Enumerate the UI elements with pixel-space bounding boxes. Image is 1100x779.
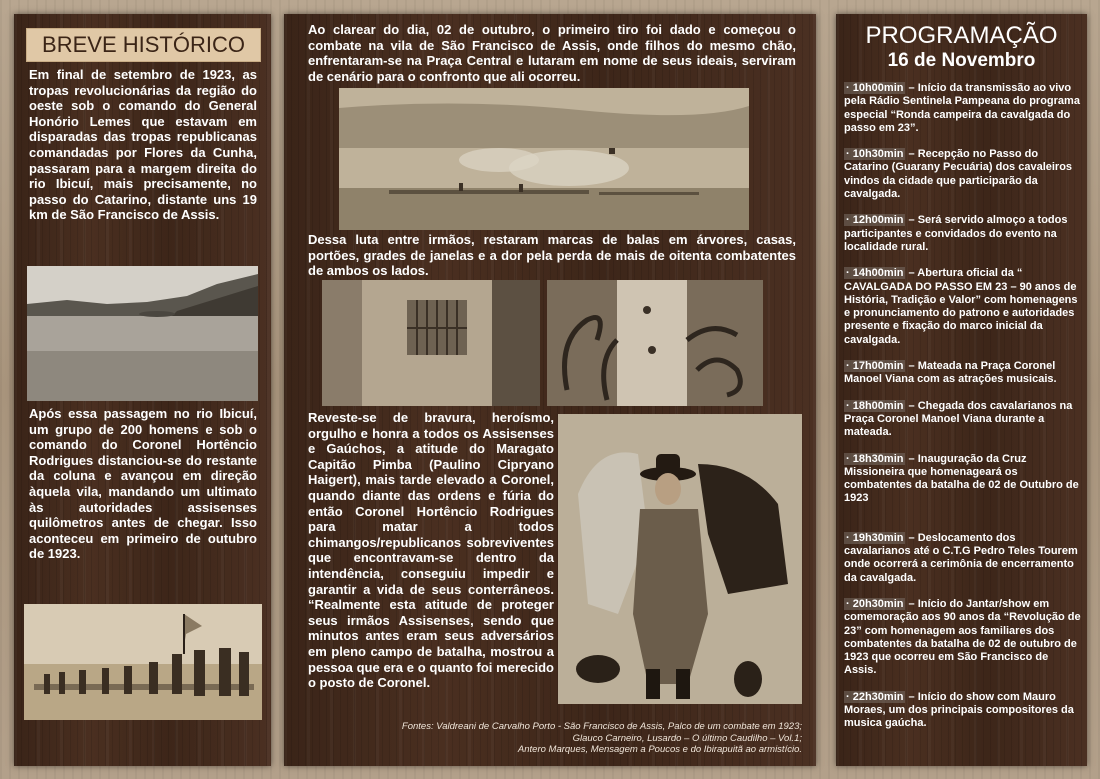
iron-gate-photo bbox=[547, 280, 763, 406]
program-description: – Mateada na Praça Coronel Manoel Viana com as atrações musicais. bbox=[844, 360, 1057, 386]
marks-paragraph: Dessa luta entre irmãos, restaram marcas de balas em árvores, casas, portões, grades de janelas e a dor pela perda de mais de oitenta combatentes de ambos os lados. bbox=[308, 232, 796, 279]
program-time: · 10h00min bbox=[846, 82, 904, 94]
river-photo bbox=[27, 266, 258, 401]
combat-paragraph: Ao clarear do dia, 02 de outubro, o primeiro tiro foi dado e começou o combate na vila de São Francisco de Assis, onde filhos do mesmo chão, enfrentaram-se na Praça Central e lutaram em nome de seus ideais, serviram de cenário para o confronto que ali ocorreu. bbox=[308, 22, 796, 84]
colonel-portrait-photo bbox=[558, 414, 802, 704]
program-description: – Chegada dos cavalarianos na Praça Coronel Manoel Viana durante a mateada. bbox=[844, 399, 1073, 439]
program-description: – Início do show com Mauro Moraes, um dos principais compositores da musica gaúcha. bbox=[844, 690, 1074, 730]
program-item bbox=[844, 532, 1082, 585]
section-title: BREVE HISTÓRICO bbox=[26, 28, 261, 62]
right-panel bbox=[836, 14, 1087, 766]
program-description: – Será servido almoço a todos participantes e convidados do evento na localidade rural. bbox=[844, 214, 1068, 253]
program-time: · 14h00min bbox=[846, 267, 904, 280]
program-time: · 18h00min bbox=[846, 399, 904, 412]
program-item bbox=[844, 148, 1082, 201]
program-description: – Inauguração da Cruz Missioneira que homenageará os combatentes da batalha de 02 de Outubro de 1923 bbox=[844, 452, 1079, 505]
program-description: – Deslocamento dos cavalarianos até o C.T.G Pedro Teles Tourem onde ocorrerá a cerimônia de encerramento da cavalgada. bbox=[844, 531, 1078, 584]
program-list bbox=[844, 82, 1082, 731]
program-item bbox=[844, 214, 1082, 254]
program-time: · 19h30min bbox=[846, 531, 904, 544]
program-description: – Início da transmissão ao vivo pela Rádio Sentinela Pampeana do programa especial “Ronda campeira da cavalgada do passo em 23”. bbox=[844, 82, 1080, 134]
program-item bbox=[844, 400, 1082, 440]
program-time: · 20h30min bbox=[846, 597, 904, 610]
source-line: Antero Marques, Mensagem a Poucos e do Ibirapuitã ao armistício. bbox=[517, 744, 802, 755]
program-time: · 12h00min bbox=[846, 214, 904, 227]
program-description: – Abertura oficial da “ CAVALGADA DO PASSO EM 23 – 90 anos de História, Tradição e Valor” com homenagens e pronunciamento do patrono e autoridades presente e fixação do marco inicial da cavalgada. bbox=[844, 267, 1078, 346]
program-description: – Recepção no Passo do Catarino (Guarany Pecuária) dos cavaleiros vindos da cidade que participarão da cavalgada. bbox=[844, 148, 1073, 201]
history-paragraph-1: Em final de setembro de 1923, as tropas revolucionárias da região do oeste sob o comando do General Honório Lemes que estavam em disparadas das tropas republicanas comandadas por Flores da Cunha, passaram para a margem direita do rio Ibicuí, mais precisamente, no passo do Catarino, distante uns 19 km de São Francisco de Assis. bbox=[29, 67, 257, 223]
history-paragraph-2: Após essa passagem no rio Ibicuí, um grupo de 200 homens e sob o comando do Coronel Hortêncio Rodrigues distanciou-se do restante da coluna e avançou em direção àquela vila, mandando um ultimato às autoridades assisenses quilômetros antes de chegar. Isso aconteceu em primeiro de outubro de 1923. bbox=[29, 406, 257, 562]
program-item bbox=[844, 82, 1082, 135]
program-item bbox=[844, 360, 1082, 387]
cavalry-photo bbox=[24, 604, 262, 720]
program-time: · 22h30min bbox=[846, 690, 904, 703]
program-date: 16 de Novembro bbox=[887, 50, 1036, 71]
program-description: – Início do Jantar/show em comemoração aos 90 anos da “Revolução de 23” com homenagem aos familiares dos combatentes da batalha de 02 de outubro de 1923 que ocorreu em São Francisco de Assis. bbox=[844, 597, 1081, 677]
source-line: Fontes: Valdreani de Carvalho Porto - São Francisco de Assis, Palco de um combate em 1923; bbox=[401, 721, 802, 732]
sources-note bbox=[304, 721, 802, 756]
program-time: · 10h30min bbox=[846, 148, 904, 161]
left-panel bbox=[14, 14, 271, 766]
program-item bbox=[844, 691, 1082, 731]
program-time: · 17h00min bbox=[846, 360, 904, 373]
middle-panel bbox=[284, 14, 816, 766]
program-time: · 18h30min bbox=[846, 452, 904, 465]
bravery-paragraph: Reveste-se de bravura, heroísmo, orgulho e honra a todos os Assisenses e Gaúchos, a atitude do Maragato Capitão Pimba (Paulino Cipryano Haigert), mais tarde elevado a Coronel, quando diante das ordens e fúria do então Coronel Hortêncio Rodrigues para matar a todos chimangos/republicanos sobreviventes que encontravam-se dentro da intendência, conseguiu impedir e garantir a vida de seus conterrâneos. “Realmente esta atitude de proteger seus irmãos Assisenses, sendo que minutos antes eram seus adversários em pleno campo de batalha, mostrou a pessoa que era e o quanto foi merecido o posto de Coronel. bbox=[308, 410, 554, 691]
program-item bbox=[844, 453, 1082, 506]
program-item bbox=[844, 598, 1082, 678]
window-grate-photo bbox=[322, 280, 540, 406]
program-item bbox=[844, 267, 1082, 347]
source-line: Glauco Carneiro, Lusardo – O último Caudilho – Vol.1; bbox=[572, 732, 802, 744]
program-title: PROGRAMAÇÃO bbox=[865, 22, 1058, 49]
battle-field-photo bbox=[339, 88, 749, 230]
